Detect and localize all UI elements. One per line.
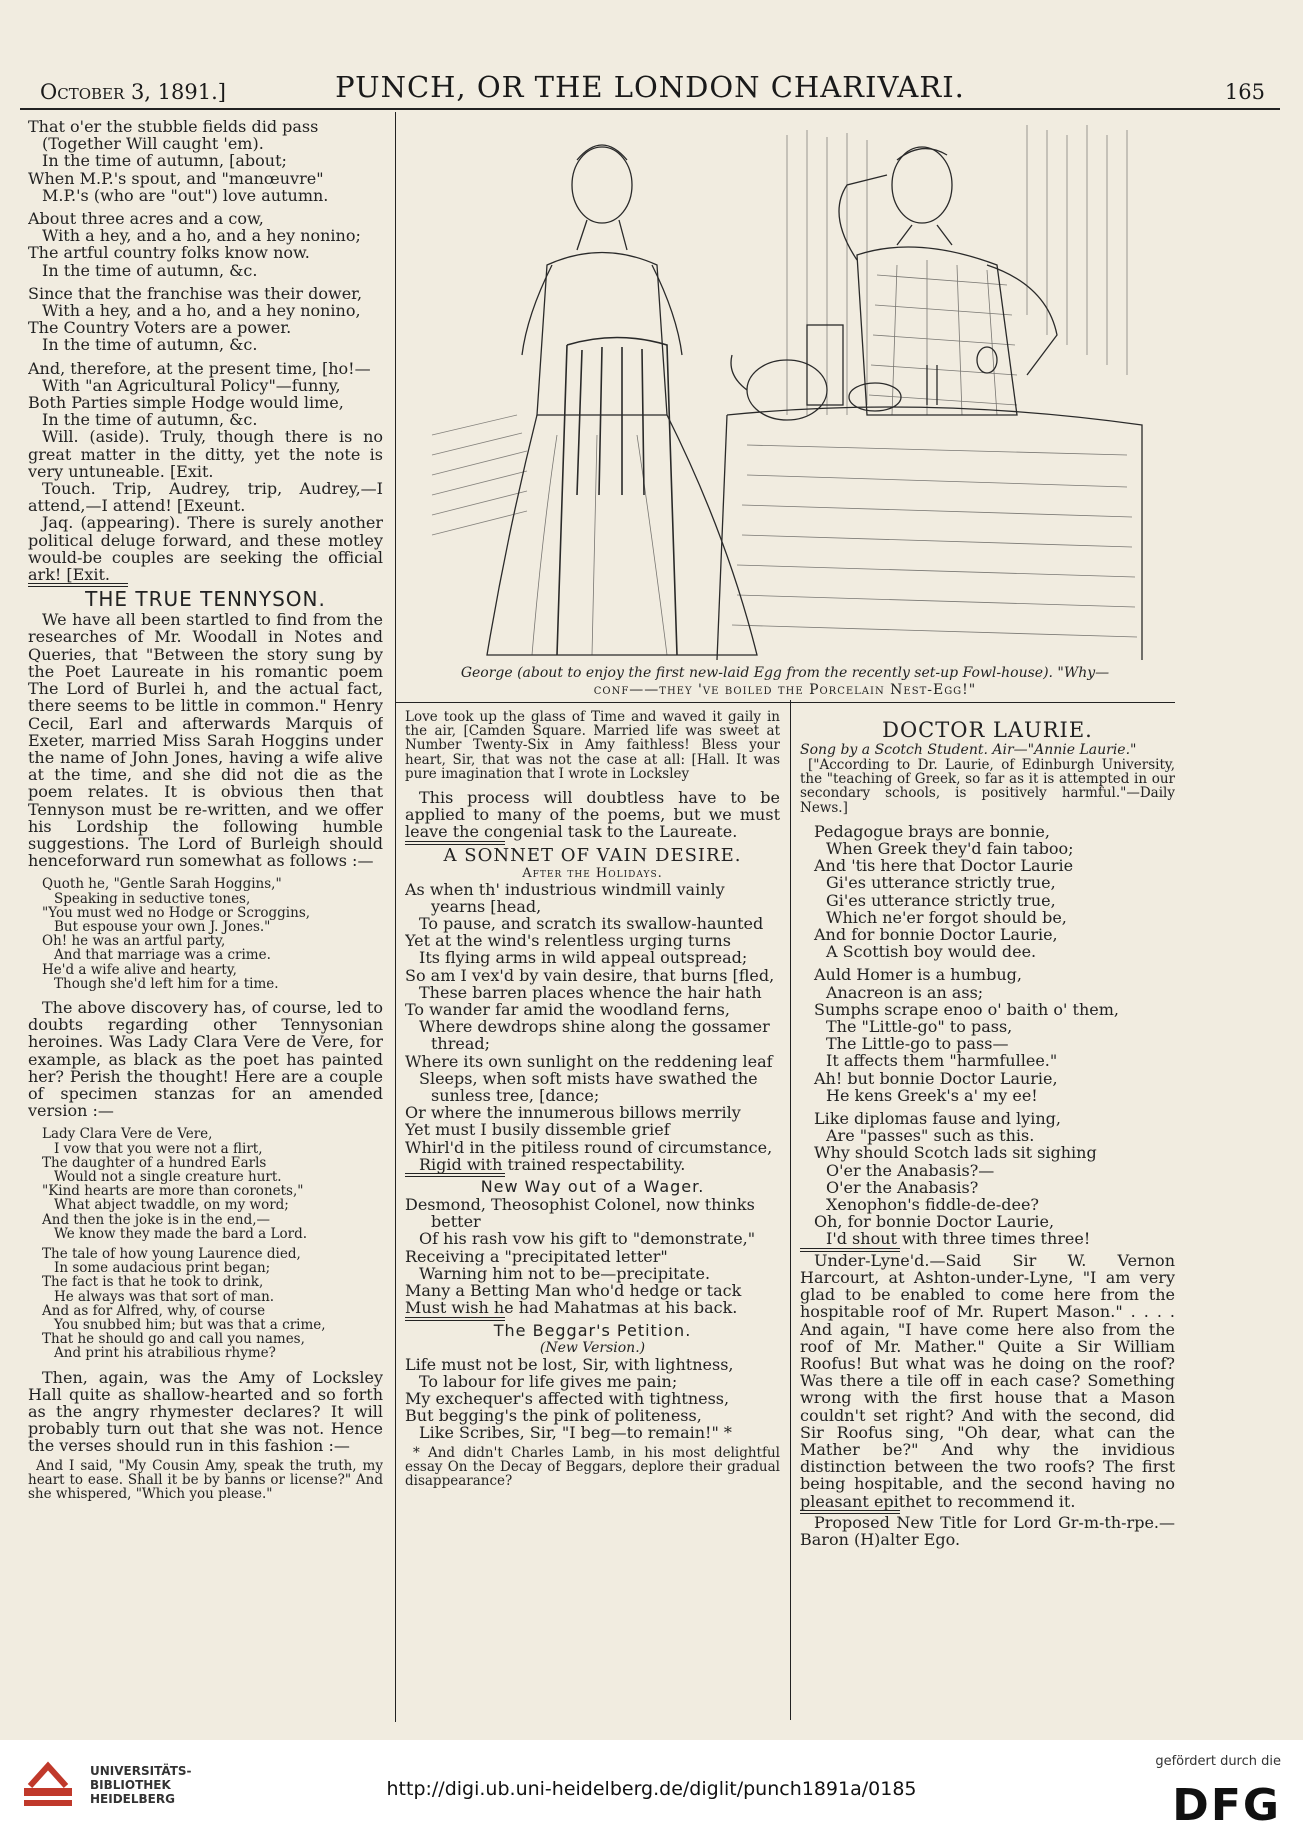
verse-line: Many a Betting Man who'd hedge or tack	[405, 1281, 742, 1301]
column-rule	[790, 700, 791, 1720]
verse-line: As when th' industrious windmill vainly	[405, 879, 725, 899]
verse-line: Quoth he, "Gentle Sarah Hoggins,"	[42, 876, 282, 893]
verse-line: better	[431, 1212, 481, 1232]
verse-line: In the time of autumn, &c.	[42, 410, 258, 430]
verse-line: Why should Scotch lads sit sighing	[814, 1143, 1097, 1163]
verse-line: He kens Greek's a' my ee!	[826, 1085, 1038, 1105]
verse-line: Like diplomas fause and lying,	[814, 1109, 1061, 1129]
verse-line: In the time of autumn, [about;	[42, 151, 287, 171]
verse-line: Are "passes" such as this.	[826, 1126, 1035, 1146]
verse-locksley: And I said, "My Cousin Amy, speak the truth, my heart to ease. Shall it be by banns or license?" And she whispered, "Which you please."	[28, 1457, 383, 1503]
dfg-logo: DFG	[1172, 1780, 1281, 1831]
verse-line: And print his atrabilious rhyme?	[54, 1345, 276, 1362]
verse-line: It affects them "harmfullee."	[826, 1051, 1058, 1071]
verse-line: M.P.'s (who are "out") love autumn.	[42, 185, 329, 205]
page-number: 165	[1224, 80, 1265, 104]
verse-vere-de-vere	[28, 1127, 383, 1360]
verse-line: To wander far amid the woodland ferns,	[405, 1000, 730, 1020]
article-title-tennyson: THE TRUE TENNYSON.	[85, 587, 326, 612]
verse-line: Anacreon is an ass;	[826, 982, 984, 1002]
verse-line: Sleeps, when soft mists have swathed the	[419, 1068, 758, 1088]
paragraph: This process will doubtless have to be applied to many of the poems, but we must leave the congenial task to the Laureate.	[405, 788, 780, 842]
article-subtitle: After the Holidays.	[522, 865, 663, 881]
verse-line: "Kind hearts are more than coronets,"	[42, 1183, 304, 1200]
verse-line: He'd a wife alive and hearty,	[42, 961, 237, 978]
verse-line: O'er the Anabasis?—	[826, 1160, 995, 1180]
verse-line: Both Parties simple Hodge would lime,	[28, 393, 344, 413]
paragraph: We have all been startled to find from the researches of Mr. Woodall in Notes and Queries, that "Between the story sung by the Poet Laureate in his romantic poem The Lord of Burlei h, and the actual fact, there seems to be little in common." Henry Cecil, Earl and afterwards Marquis of Exeter, married Miss Sarah Hoggins under the name of John Jones, having a wife alive at the time, and she did not die as the poem relates. It is obvious then that Tennyson must be re-written, and we offer his Lordship the following humble suggestions. The Lord of Burleigh should henceforward run somewhat as follows :—	[28, 610, 383, 871]
verse-line: Whirl'd in the pitiless round of circumstance,	[405, 1137, 773, 1157]
verse-line: When M.P.'s spout, and "manœuvre"	[28, 168, 324, 188]
verse-line: Though she'd left him for a time.	[54, 975, 279, 992]
verse-line: Sumphs scrape enoo o' baith o' them,	[814, 999, 1119, 1019]
verse-line: Rigid with trained respectability.	[419, 1154, 686, 1174]
page-header	[20, 68, 1280, 110]
column-rule	[395, 112, 396, 1722]
verse-line: And for bonnie Doctor Laurie,	[814, 925, 1058, 945]
paragraph: Will. (aside). Truly, though there is no great matter in the ditty, yet the note is very untuneable. [Exit.	[28, 427, 383, 481]
verse-hoggins	[28, 877, 383, 991]
article-subtitle: (New Version.)	[539, 1339, 646, 1356]
verse-line: The artful country folks know now.	[28, 243, 310, 263]
verse-line: Ah! but bonnie Doctor Laurie,	[814, 1068, 1058, 1088]
article-title-laurie: DOCTOR LAURIE.	[882, 718, 1093, 742]
verse-line: Like Scribes, Sir, "I beg—to remain!" *	[419, 1423, 732, 1443]
verse-line: A Scottish boy would dee.	[826, 942, 1037, 962]
verse-line: Yet at the wind's relentless urging turns	[405, 931, 731, 951]
verse-line: To labour for life gives me pain;	[419, 1371, 678, 1391]
source-url-link[interactable]: http://digi.ub.uni-heidelberg.de/diglit/punch1891a/0185	[386, 1778, 917, 1800]
verse-line: Or where the innumerous billows merrily	[405, 1103, 741, 1123]
paragraph: Then, again, was the Amy of Locksley Hall quite as shallow-hearted and so forth as the angry rhymester declares? It will probably turn out that she was not. Hence the verses should run in this fashion :—	[28, 1367, 383, 1456]
verse-line: Gi'es utterance strictly true,	[826, 890, 1056, 910]
man-figure	[839, 147, 1057, 415]
verse-line: Lady Clara Vere de Vere,	[42, 1126, 213, 1143]
paragraph-proposed-title: Proposed New Title for Lord Gr-m-th-rpe.—Baron (H)alter Ego.	[800, 1512, 1175, 1549]
article-title-beggar: The Beggar's Petition.	[493, 1320, 692, 1340]
verse-line: But espouse your own J. Jones."	[54, 918, 271, 935]
verse-line: In the time of autumn, &c.	[42, 335, 258, 355]
verse-line: O'er the Anabasis?	[826, 1177, 979, 1197]
beggar-verse	[405, 1356, 780, 1442]
verse-line: With a hey, and a ho, and a hey nonino,	[42, 301, 361, 321]
verse-line: With a hey, and a ho, and a hey nonino;	[42, 226, 361, 246]
verse-line: These barren places whence the hair hath	[419, 982, 762, 1002]
verse-line: Where dewdrops shine along the gossamer	[419, 1017, 770, 1037]
newspaper-page	[20, 60, 1280, 1730]
caption-rule	[395, 702, 1175, 703]
verse-line: Auld Homer is a humbug,	[814, 965, 1022, 985]
poem-autumn	[28, 118, 383, 428]
verse-line: But begging's the pink of politeness,	[405, 1406, 702, 1426]
chair	[557, 338, 677, 656]
verse-line: In some audacious print began;	[54, 1260, 271, 1277]
verse-line: The tale of how young Laurence died,	[42, 1246, 301, 1262]
verse-line: The Little-go to pass—	[826, 1034, 1009, 1054]
library-name: UNIVERSITÄTS- BIBLIOTHEK HEIDELBERG	[90, 1764, 192, 1806]
verse-line: That o'er the stubble fields did pass	[28, 118, 319, 136]
verse-line: And then the joke is in the end,—	[42, 1211, 271, 1228]
verse-line: With "an Agricultural Policy"—funny,	[42, 375, 341, 395]
verse-line: And that marriage was a crime.	[54, 947, 271, 964]
caption-line: George (about to enjoy the first new-laid Egg from the recently set-up Fowl-house). "Why—	[460, 665, 1110, 681]
cartoon-caption	[395, 665, 1175, 699]
verse-line: sunless tree, [dance;	[431, 1086, 600, 1106]
verse-line: So am I vex'd by vain desire, that burns [fled,	[405, 965, 775, 985]
publication-title: PUNCH, OR THE LONDON CHARIVARI.	[335, 70, 965, 104]
verse-line: Xenophon's fiddle-de-dee?	[826, 1195, 1039, 1215]
verse-line: Life must not be lost, Sir, with lightness,	[405, 1354, 734, 1374]
footer-bar	[0, 1740, 1303, 1837]
verse-line: My exchequer's affected with tightness,	[405, 1388, 730, 1408]
verse-line: Oh, for bonnie Doctor Laurie,	[814, 1212, 1055, 1232]
verse-line: The fact is that he took to drink,	[42, 1274, 264, 1291]
verse-line: And 'tis here that Doctor Laurie	[814, 856, 1074, 876]
verse-line: Desmond, Theosophist Colonel, now thinks	[405, 1195, 755, 1215]
paragraph-under-lyne: Under-Lyne'd.—Said Sir W. Vernon Harcourt, at Ashton-under-Lyne, "I am very glad to be enabled to come here from the hospitable roof of Mr. Rupert Mason." . . . . And again, "I have come here also from the roof of Mr. Mather." Quite a Sir William Roofus! But what was he doing on the roof? Was there a tile off in each case? Something wrong with the first house that a Mason couldn't set right? And with the second, did Sir Roofus sing, "Oh dear, what can the Mather be?" And why the invidious distinction between the two roofs? The first being hospitable, and the second having no pleasant epithet to recommend it.	[800, 1250, 1175, 1511]
verse-line: yearns [head,	[431, 896, 542, 916]
paragraph: The above discovery has, of course, led to doubts regarding other Tennysonian heroines. Was Lady Clara Vere de Vere, for example, as black as the poet has painted her? Perish the thought! Here are a couple of specimen stanzas for an amended version :—	[28, 997, 383, 1121]
verse-line: (Together Will caught 'em).	[42, 134, 264, 154]
laurie-verse	[800, 823, 1175, 1248]
verse-line: You snubbed him; but was that a crime,	[54, 1317, 326, 1334]
verse-line: Receiving a "precipitated letter"	[405, 1246, 668, 1266]
verse-line: Would not a single creature hurt.	[54, 1168, 282, 1185]
verse-line: We know they made the bard a Lord.	[54, 1225, 307, 1242]
verse-line: And, therefore, at the present time, [ho!—	[28, 358, 371, 378]
verse-line: Must wish he had Mahatmas at his back.	[405, 1298, 738, 1318]
funding-note: gefördert durch die	[1155, 1754, 1281, 1769]
verse-line: Speaking in seductive tones,	[54, 890, 251, 907]
verse-line: Yet must I busily dissemble grief	[405, 1120, 670, 1140]
verse-line: That he should go and call you names,	[42, 1331, 305, 1348]
caption-line: conf——they 've boiled the Porcelain Nest-Egg!"	[593, 682, 977, 698]
article-title-sonnet: A SONNET OF VAIN DESIRE.	[443, 844, 742, 866]
verse-line: And as for Alfred, why, of course	[42, 1302, 266, 1319]
verse-line: thread;	[431, 1034, 491, 1054]
verse-line: I vow that you were not a flirt,	[54, 1140, 263, 1157]
verse-line: To pause, and scratch its swallow-haunted	[419, 914, 764, 934]
verse-line: Since that the franchise was their dower,	[28, 283, 363, 303]
sonnet-verse	[405, 881, 780, 1173]
background-hatching	[432, 125, 1127, 535]
verse-line: The Country Voters are a power.	[28, 318, 292, 338]
verse-line: Of his rash vow his gift to "demonstrate,"	[419, 1229, 756, 1249]
egg	[977, 347, 997, 373]
verse-line: The daughter of a hundred Earls	[42, 1154, 267, 1171]
paragraph: Touch. Trip, Audrey, trip, Audrey,—I attend,—I attend! [Exeunt.	[28, 479, 383, 516]
article-title-wager: New Way out of a Wager.	[480, 1177, 705, 1197]
verse-line: About three acres and a cow,	[28, 209, 264, 229]
verse-line: When Greek they'd fain taboo;	[826, 839, 1074, 859]
article-subtitle: Song by a Scotch Student. Air—"Annie Laurie."	[800, 742, 1137, 758]
issue-date: October 3, 1891.]	[40, 80, 226, 104]
column-left	[28, 118, 383, 1718]
column-right	[800, 710, 1175, 1720]
verse-line: Where its own sunlight on the reddening leaf	[405, 1051, 773, 1071]
verse-line: What abject twaddle, on my word;	[54, 1197, 289, 1214]
verse-line: He always was that sort of man.	[54, 1288, 275, 1305]
table-edge	[727, 407, 1142, 660]
verse-line: In the time of autumn, &c.	[42, 260, 258, 280]
verse-line: "You must wed no Hodge or Scroggins,	[42, 904, 311, 921]
column-middle	[405, 710, 780, 1720]
footnote: * And didn't Charles Lamb, in his most delightful essay On the Decay of Beggars, deplore their gradual disappearance?	[405, 1444, 780, 1489]
verse-locksley-continued: Love took up the glass of Time and waved it gaily in the air, [Camden Square. Married life was sweet at Number Twenty-Six in Amy faithless! Bless your heart, Sir, that was not the case at all: [Hall. It was pure imagination that I wrote in Locksley	[405, 710, 780, 782]
paragraph: Jaq. (appearing). There is surely another political deluge forward, and these motley would-be couples are seeking the official ark! [Exit.	[28, 513, 383, 585]
verse-line: Gi'es utterance strictly true,	[826, 873, 1056, 893]
verse-line: Its flying arms in wild appeal outspread;	[419, 948, 748, 968]
verse-line: Pedagogue brays are bonnie,	[814, 821, 1050, 841]
verse-line: Oh! he was an artful party,	[42, 933, 226, 950]
verse-line: Warning him not to be—precipitate.	[419, 1263, 711, 1283]
cartoon-illustration	[427, 115, 1147, 660]
wager-verse	[405, 1196, 780, 1316]
verse-line: The "Little-go" to pass,	[826, 1017, 1013, 1037]
verse-line: Which ne'er forgot should be,	[826, 907, 1067, 927]
verse-line: I'd shout with three times three!	[826, 1229, 1091, 1249]
editorial-note: ["According to Dr. Laurie, of Edinburgh University, the "teaching of Greek, so far as it is attempted in our secondary schools, is positively harmful."—Daily News.]	[800, 757, 1175, 816]
